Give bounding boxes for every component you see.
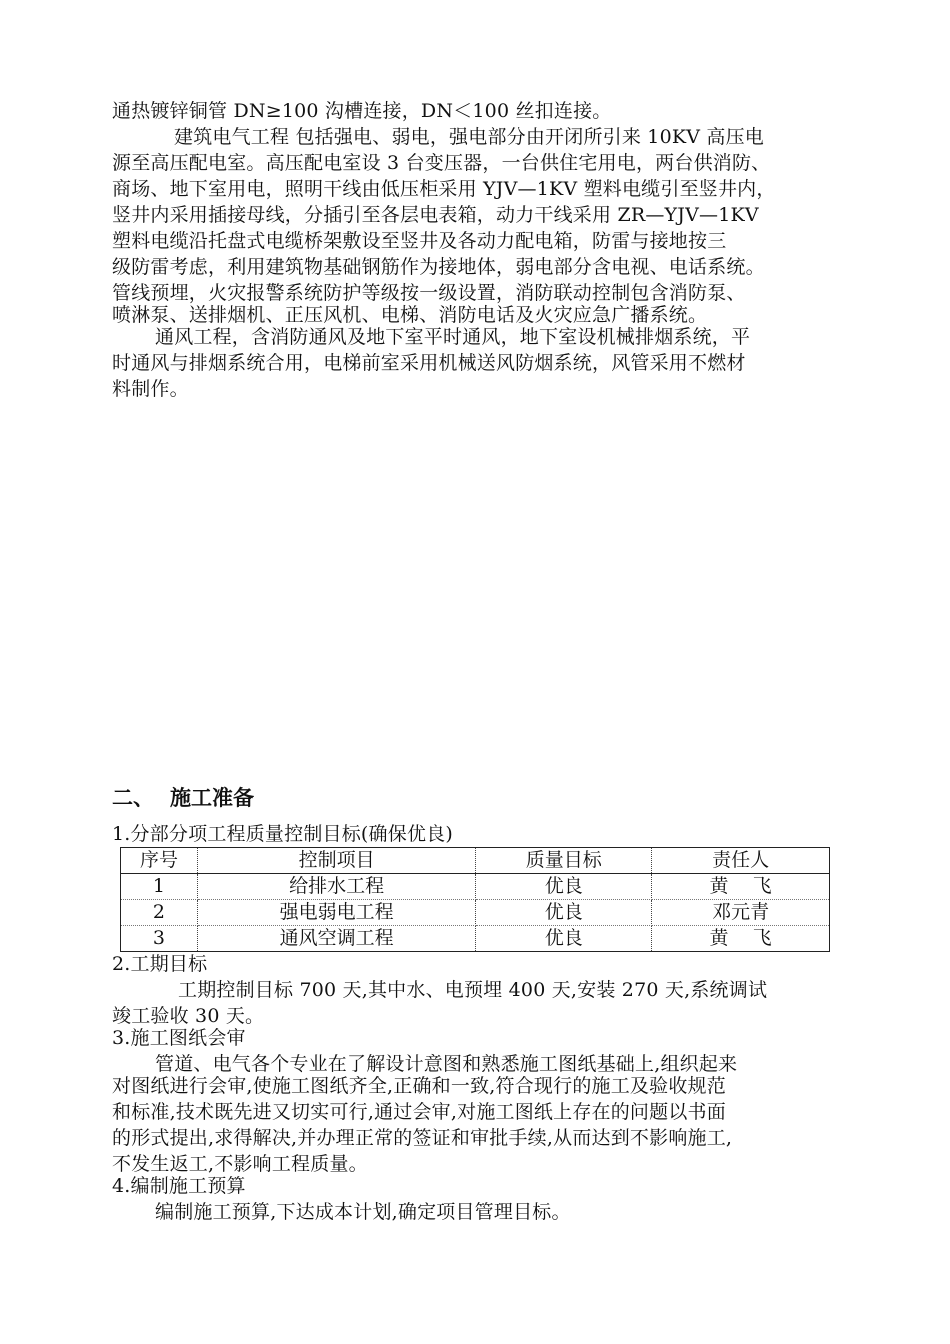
section-title: 施工准备: [170, 785, 254, 810]
item1-title: 1.分部分项工程质量控制目标(确保优良): [112, 823, 453, 845]
body-line: 竖井内采用插接母线，分插引至各层电表箱，动力干线采用 ZR—YJV—1KV: [112, 204, 759, 226]
table-cell: 优良: [476, 874, 652, 900]
body-line: 级防雷考虑，利用建筑物基础钢筋作为接地体，弱电部分含电视、电话系统。: [112, 256, 765, 278]
table-cell: 2: [121, 900, 198, 926]
table-cell: 优良: [476, 926, 652, 952]
body-line: 塑料电缆沿托盘式电缆桥架敷设至竖井及各动力配电箱，防雷与接地按三: [112, 230, 727, 252]
item2-title: 2.工期目标: [112, 953, 208, 975]
quality-target-table: [120, 847, 830, 952]
section-number: 二、: [112, 785, 154, 810]
column-header: 质量目标: [476, 848, 652, 874]
table-cell: 强电弱电工程: [197, 900, 476, 926]
table-cell: 1: [121, 874, 198, 900]
table-cell: 黄 飞: [652, 926, 830, 952]
table-row: [121, 874, 830, 900]
body-line: 竣工验收 30 天。: [112, 1005, 265, 1027]
table-cell: 邓元青: [652, 900, 830, 926]
table-cell: 给排水工程: [197, 874, 476, 900]
body-line: 的形式提出,求得解决,并办理正常的签证和审批手续,从而达到不影响施工,: [112, 1127, 733, 1149]
body-line: 料制作。: [112, 378, 189, 400]
body-line: 商场、地下室用电，照明干线由低压柜采用 YJV—1KV 塑料电缆引至竖井内，: [112, 178, 776, 200]
column-header: 序号: [121, 848, 198, 874]
body-line: 时通风与排烟系统合用，电梯前室采用机械送风防烟系统，风管采用不燃材: [112, 352, 746, 374]
column-header: 责任人: [652, 848, 830, 874]
item4-title: 4.编制施工预算: [112, 1175, 246, 1197]
body-line: 对图纸进行会审,使施工图纸齐全,正确和一致,符合现行的施工及验收规范: [112, 1075, 726, 1097]
table-row: [121, 926, 830, 952]
column-header: 控制项目: [197, 848, 476, 874]
body-line: 管道、电气各个专业在了解设计意图和熟悉施工图纸基础上,组织起来: [155, 1053, 738, 1075]
body-line: 源至高压配电室。高压配电室设 3 台变压器，一台供住宅用电，两台供消防、: [112, 152, 771, 174]
table-cell: 3: [121, 926, 198, 952]
body-line: 通风工程，含消防通风及地下室平时通风，地下室设机械排烟系统，平: [155, 326, 751, 348]
body-line: 通热镀锌铜管 DN≥100 沟槽连接，DN＜100 丝扣连接。: [112, 100, 612, 122]
body-line: 工期控制目标 700 天,其中水、电预埋 400 天,安装 270 天,系统调试: [178, 979, 768, 1001]
item3-title: 3.施工图纸会审: [112, 1027, 246, 1049]
table-cell: 黄 飞: [652, 874, 830, 900]
body-line: 建筑电气工程 包括强电、弱电，强电部分由开闭所引来 10KV 高压电: [174, 126, 765, 148]
body-line: 和标准,技术既先进又切实可行,通过会审,对施工图纸上存在的问题以书面: [112, 1101, 726, 1123]
table-row: [121, 900, 830, 926]
body-line: 编制施工预算,下达成本计划,确定项目管理目标。: [155, 1201, 571, 1223]
body-line: 管线预埋，火灾报警系统防护等级按一级设置，消防联动控制包含消防泵、: [112, 282, 746, 304]
section-heading: [112, 783, 254, 813]
table-cell: 优良: [476, 900, 652, 926]
body-line: 喷淋泵、送排烟机、正压风机、电梯、消防电话及火灾应急广播系统。: [112, 304, 708, 326]
table-cell: 通风空调工程: [197, 926, 476, 952]
body-line: 不发生返工,不影响工程质量。: [112, 1153, 368, 1175]
table-header-row: [121, 848, 830, 874]
